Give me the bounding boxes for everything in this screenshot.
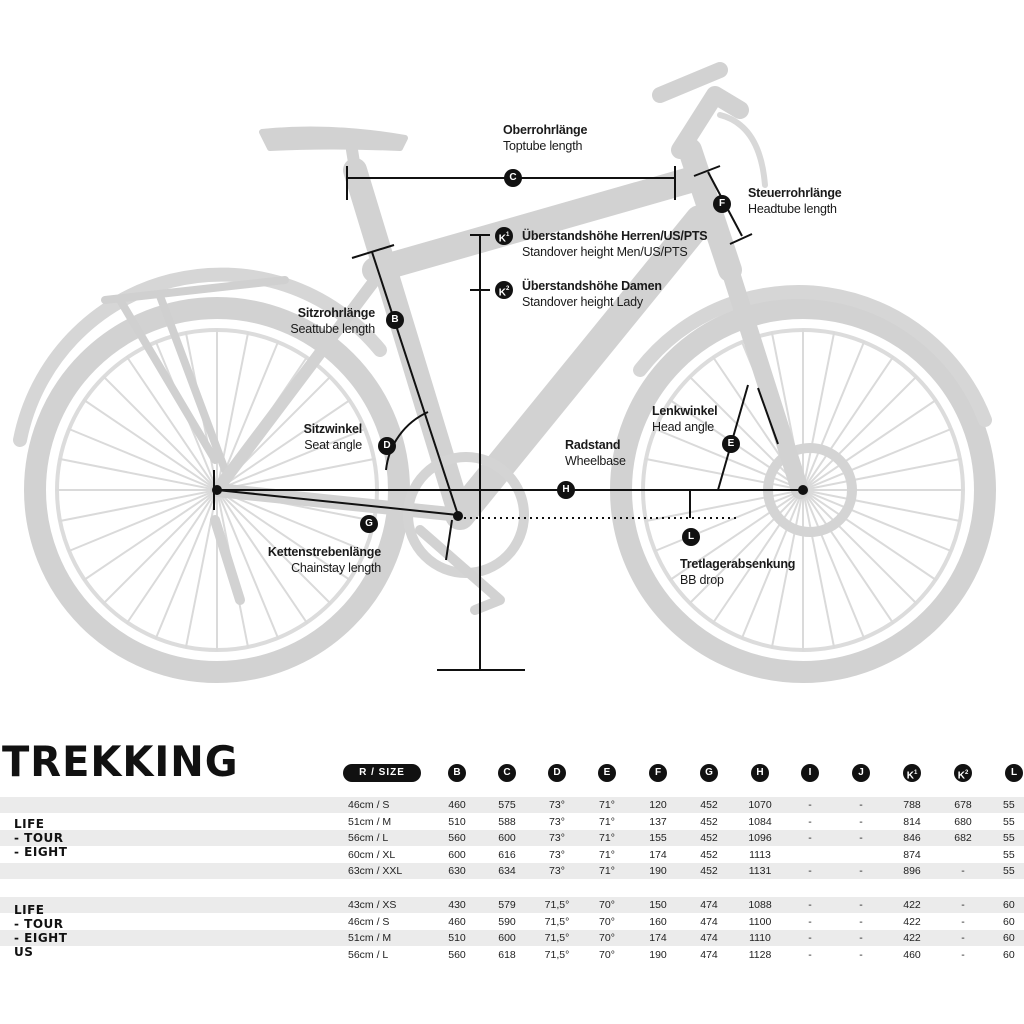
value-cell: - — [859, 832, 863, 844]
value-cell: 71° — [599, 865, 615, 877]
value-cell: - — [808, 832, 812, 844]
value-cell: 160 — [649, 915, 667, 928]
bike-silhouette — [20, 70, 985, 672]
column-header-k2: $K^2$ — [954, 764, 972, 782]
value-cell: 73° — [549, 815, 565, 828]
size-cell: 51cm / M — [348, 932, 392, 944]
value-cell: - — [859, 899, 863, 911]
value-cell: - — [961, 899, 965, 911]
value-cell: 474 — [700, 915, 718, 928]
value-cell: 846 — [903, 832, 921, 844]
value-cell: 60 — [1003, 932, 1015, 944]
value-cell: 71,5° — [544, 899, 570, 911]
value-cell: 430 — [448, 899, 466, 911]
value-cell: 618 — [498, 948, 516, 961]
value-cell: 1131 — [748, 865, 772, 877]
value-cell: 55 — [1003, 799, 1015, 811]
value-cell: 1096 — [748, 832, 772, 844]
column-header-h: H — [751, 764, 769, 782]
value-cell: 73° — [549, 865, 565, 877]
value-cell: - — [859, 865, 863, 877]
table-row — [0, 914, 1024, 930]
value-cell: - — [859, 932, 863, 944]
value-cell: 560 — [448, 832, 466, 844]
model-group-name: - TOUR — [14, 831, 64, 845]
table-row — [0, 897, 1024, 913]
value-cell: 680 — [954, 815, 972, 828]
value-cell: 682 — [954, 832, 972, 844]
label-seattube: Sitzrohrlänge Seattube length — [290, 306, 375, 336]
marker-g: G — [360, 515, 378, 533]
value-cell: - — [808, 865, 812, 877]
value-cell: 579 — [498, 899, 516, 911]
value-cell: 150 — [649, 899, 667, 911]
value-cell: - — [859, 948, 863, 961]
model-group-name: - EIGHT — [14, 845, 68, 859]
marker-k2: $K^2$ — [495, 281, 513, 299]
value-cell: 1128 — [748, 948, 772, 961]
size-cell: 56cm / L — [348, 832, 389, 844]
model-group-name: US — [14, 945, 34, 959]
value-cell: 474 — [700, 948, 718, 961]
marker-b: B — [386, 311, 404, 329]
table-row — [0, 830, 1024, 846]
value-cell: 71,5° — [544, 915, 570, 928]
value-cell: 60 — [1003, 899, 1015, 911]
model-group-name: LIFE — [14, 903, 45, 917]
marker-h: H — [557, 481, 575, 499]
label-bb-drop: Tretlagerabsenkung BB drop — [680, 557, 796, 587]
value-cell: 452 — [700, 865, 718, 877]
value-cell: 70° — [599, 915, 615, 928]
label-standover-lady: Überstandshöhe Damen Standover height Lady — [522, 279, 662, 309]
column-header-j: J — [852, 764, 870, 782]
value-cell: 474 — [700, 932, 718, 944]
size-cell: 43cm / XS — [348, 899, 397, 911]
value-cell: 60 — [1003, 948, 1015, 961]
label-standover-men: Überstandshöhe Herren/US/PTS Standover height Men/US/PTS — [522, 229, 708, 259]
label-toptube: Oberrohrlänge Toptube length — [503, 123, 588, 153]
value-cell: 1084 — [748, 815, 772, 828]
value-cell: 1100 — [748, 915, 772, 928]
value-cell: - — [808, 815, 812, 828]
model-group-name: - EIGHT — [14, 931, 68, 945]
table-row — [0, 814, 1024, 830]
value-cell: 460 — [903, 948, 921, 961]
size-cell: 60cm / XL — [348, 848, 396, 861]
label-seat-angle: Sitzwinkel Seat angle — [303, 422, 362, 452]
value-cell: 590 — [498, 915, 516, 928]
marker-d: D — [378, 437, 396, 455]
size-cell: 51cm / M — [348, 815, 392, 828]
value-cell: 588 — [498, 815, 516, 828]
marker-c: C — [504, 169, 522, 187]
marker-l: L — [682, 528, 700, 546]
value-cell: 510 — [448, 932, 466, 944]
column-header-g: G — [700, 764, 718, 782]
value-cell: 55 — [1003, 865, 1015, 877]
model-group-name: LIFE — [14, 817, 45, 831]
value-cell: 73° — [549, 832, 565, 844]
value-cell: 190 — [649, 865, 667, 877]
value-cell: 452 — [700, 848, 718, 861]
column-header-l: L — [1005, 764, 1023, 782]
label-head-angle: Lenkwinkel Head angle — [652, 404, 718, 434]
table-row — [0, 797, 1024, 813]
label-chainstay: Kettenstrebenlänge Chainstay length — [267, 545, 381, 575]
value-cell: - — [961, 948, 965, 961]
value-cell: 560 — [448, 948, 466, 961]
value-cell: - — [808, 915, 812, 928]
value-cell: 55 — [1003, 848, 1015, 861]
column-header-f: F — [649, 764, 667, 782]
value-cell: 174 — [649, 932, 667, 944]
table-title: TREKKING — [2, 738, 239, 787]
value-cell: 137 — [649, 815, 667, 828]
value-cell: 422 — [903, 915, 921, 928]
value-cell: 634 — [498, 865, 516, 877]
value-cell: 71° — [599, 799, 615, 811]
value-cell: 71,5° — [544, 948, 570, 961]
value-cell: 155 — [649, 832, 667, 844]
value-cell: 190 — [649, 948, 667, 961]
value-cell: 70° — [599, 948, 615, 961]
value-cell: 460 — [448, 799, 466, 811]
size-cell: 46cm / S — [348, 915, 390, 928]
value-cell: 600 — [498, 832, 516, 844]
value-cell: 70° — [599, 899, 615, 911]
value-cell: 1088 — [748, 899, 772, 911]
value-cell: - — [961, 915, 965, 928]
model-group-name: - TOUR — [14, 917, 64, 931]
value-cell: 70° — [599, 932, 615, 944]
column-header-d: D — [548, 764, 566, 782]
value-cell: 120 — [649, 799, 667, 811]
value-cell: 73° — [549, 848, 565, 861]
value-cell: 71° — [599, 848, 615, 861]
marker-e: E — [722, 435, 740, 453]
column-header-i: I — [801, 764, 819, 782]
size-cell: 46cm / S — [348, 799, 390, 811]
value-cell: 422 — [903, 899, 921, 911]
value-cell: 460 — [448, 915, 466, 928]
value-cell: 814 — [903, 815, 921, 828]
value-cell: 452 — [700, 799, 718, 811]
value-cell: 1110 — [749, 932, 771, 944]
value-cell: 452 — [700, 815, 718, 828]
value-cell: - — [859, 915, 863, 928]
table-row — [0, 847, 1024, 863]
marker-f: F — [713, 195, 731, 213]
size-cell: 63cm / XXL — [348, 865, 403, 877]
table-row — [0, 930, 1024, 946]
value-cell: - — [961, 865, 965, 877]
value-cell: - — [808, 799, 812, 811]
value-cell: 452 — [700, 832, 718, 844]
value-cell: 510 — [448, 815, 466, 828]
value-cell: 55 — [1003, 832, 1015, 844]
table-row — [0, 863, 1024, 879]
value-cell: 73° — [549, 799, 565, 811]
value-cell: 616 — [498, 848, 516, 861]
value-cell: 60 — [1003, 915, 1015, 928]
value-cell: 874 — [903, 848, 921, 861]
value-cell: 55 — [1003, 815, 1015, 828]
value-cell: 422 — [903, 932, 921, 944]
value-cell: - — [859, 799, 863, 811]
value-cell: 1070 — [748, 799, 772, 811]
value-cell: 896 — [903, 865, 921, 877]
size-column-header: R / SIZE — [343, 764, 421, 782]
value-cell: 630 — [448, 865, 466, 877]
label-headtube: Steuerrohrlänge Headtube length — [748, 186, 842, 216]
value-cell: 174 — [649, 848, 667, 861]
column-header-b: B — [448, 764, 466, 782]
value-cell: 71,5° — [544, 932, 570, 944]
column-header-c: C — [498, 764, 516, 782]
value-cell: 575 — [498, 799, 516, 811]
value-cell: 678 — [954, 799, 972, 811]
value-cell: 71° — [599, 832, 615, 844]
value-cell: 474 — [700, 899, 718, 911]
value-cell: 600 — [448, 848, 466, 861]
size-cell: 56cm / L — [348, 948, 389, 961]
label-wheelbase: Radstand Wheelbase — [565, 438, 626, 468]
value-cell: 71° — [599, 815, 615, 828]
value-cell: - — [808, 948, 812, 961]
value-cell: - — [808, 899, 812, 911]
column-header-k1: $K^1$ — [903, 764, 921, 782]
value-cell: 600 — [498, 932, 516, 944]
table-row — [0, 947, 1024, 963]
value-cell: - — [961, 932, 965, 944]
value-cell: 1113 — [749, 848, 771, 861]
marker-k1: $K^1$ — [495, 227, 513, 245]
value-cell: 788 — [903, 799, 921, 811]
column-header-e: E — [598, 764, 616, 782]
value-cell: - — [859, 815, 863, 828]
value-cell: - — [808, 932, 812, 944]
